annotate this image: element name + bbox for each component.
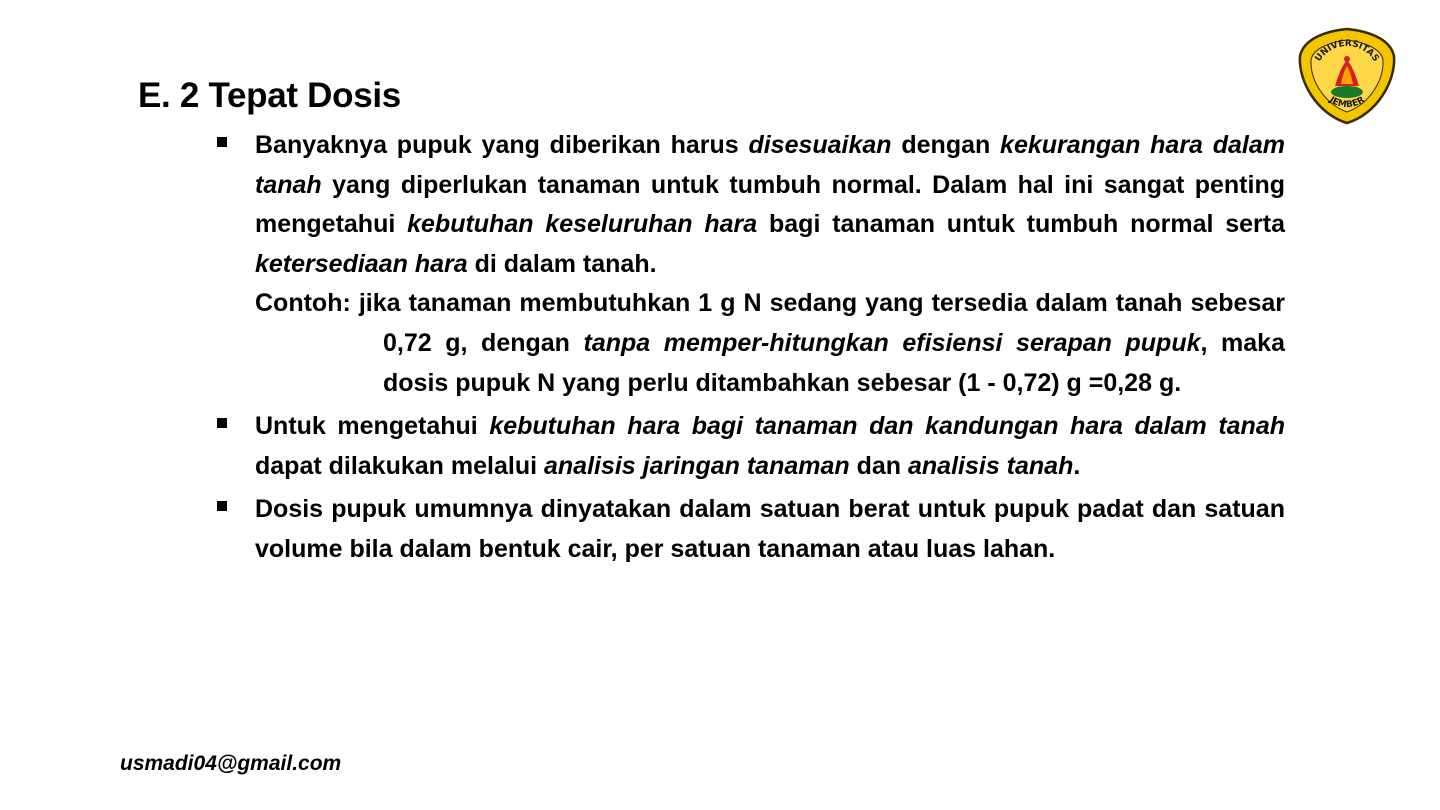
bullet-text bbox=[255, 126, 1285, 284]
example-label: Contoh: bbox=[255, 289, 351, 318]
text-segment: dan bbox=[849, 451, 908, 480]
text-segment: Dosis pupuk umumnya dinyatakan dalam satuan berat untuk pupuk padat dan satuan volume bila dalam bentuk cair, per satuan tanaman atau luas lahan. bbox=[255, 495, 1285, 563]
bullet-item bbox=[215, 490, 1285, 569]
text-segment: , maka dosis pupuk N yang perlu ditambahkan sebesar (1 - 0,72) g =0,28 g. bbox=[383, 328, 1285, 397]
italic-phrase: analisis jaringan tanaman bbox=[543, 451, 850, 480]
italic-phrase: tanpa memper-hitungkan efisiensi serapan pupuk bbox=[583, 328, 1201, 357]
text-segment: bagi tanaman untuk tumbuh normal serta bbox=[757, 210, 1286, 239]
bullet-item bbox=[215, 126, 1285, 403]
text-segment: yang diperlukan tanaman untuk tumbuh normal. Dalam hal ini sangat penting mengetahui bbox=[255, 170, 1285, 239]
bullet-square-icon bbox=[217, 137, 227, 147]
text-segment: di dalam tanah. bbox=[467, 249, 657, 278]
text-segment: . bbox=[1073, 451, 1081, 480]
italic-phrase: analisis tanah bbox=[908, 451, 1074, 480]
logo-text-bottom: JEMBER bbox=[1327, 95, 1367, 111]
bullet-text bbox=[255, 490, 1285, 569]
university-logo bbox=[1297, 26, 1397, 126]
text-segment: dapat dilakukan melalui bbox=[255, 451, 544, 480]
bullet-item bbox=[215, 407, 1285, 486]
text-segment: Banyaknya pupuk yang diberikan harus bbox=[255, 131, 749, 159]
text-segment: jika tanaman membutuhkan 1 g N sedang yang tersedia dalam tanah sebesar 0,72 g, dengan bbox=[358, 289, 1286, 357]
italic-phrase: kekurangan hara dalam tanah bbox=[255, 131, 1285, 199]
footer-email: usmadi04@gmail.com bbox=[120, 752, 342, 775]
logo-text-top: UNIVERSITAS bbox=[1313, 38, 1381, 64]
text-segment: dengan bbox=[891, 131, 1001, 159]
example-block bbox=[255, 284, 1285, 403]
italic-phrase: kebutuhan hara bagi tanaman dan kandungan hara dalam tanah bbox=[489, 412, 1285, 441]
italic-phrase: kebutuhan keseluruhan hara bbox=[407, 210, 758, 239]
bullet-square-icon bbox=[217, 418, 227, 428]
text-segment: Untuk mengetahui bbox=[255, 412, 490, 441]
italic-phrase: ketersediaan hara bbox=[255, 249, 468, 278]
bullet-text bbox=[255, 407, 1285, 486]
slide-title: E. 2 Tepat Dosis bbox=[138, 76, 401, 115]
content-body bbox=[215, 126, 1285, 570]
italic-phrase: disesuaikan bbox=[748, 131, 892, 159]
bullet-square-icon bbox=[217, 501, 227, 511]
example-text bbox=[359, 289, 1285, 396]
